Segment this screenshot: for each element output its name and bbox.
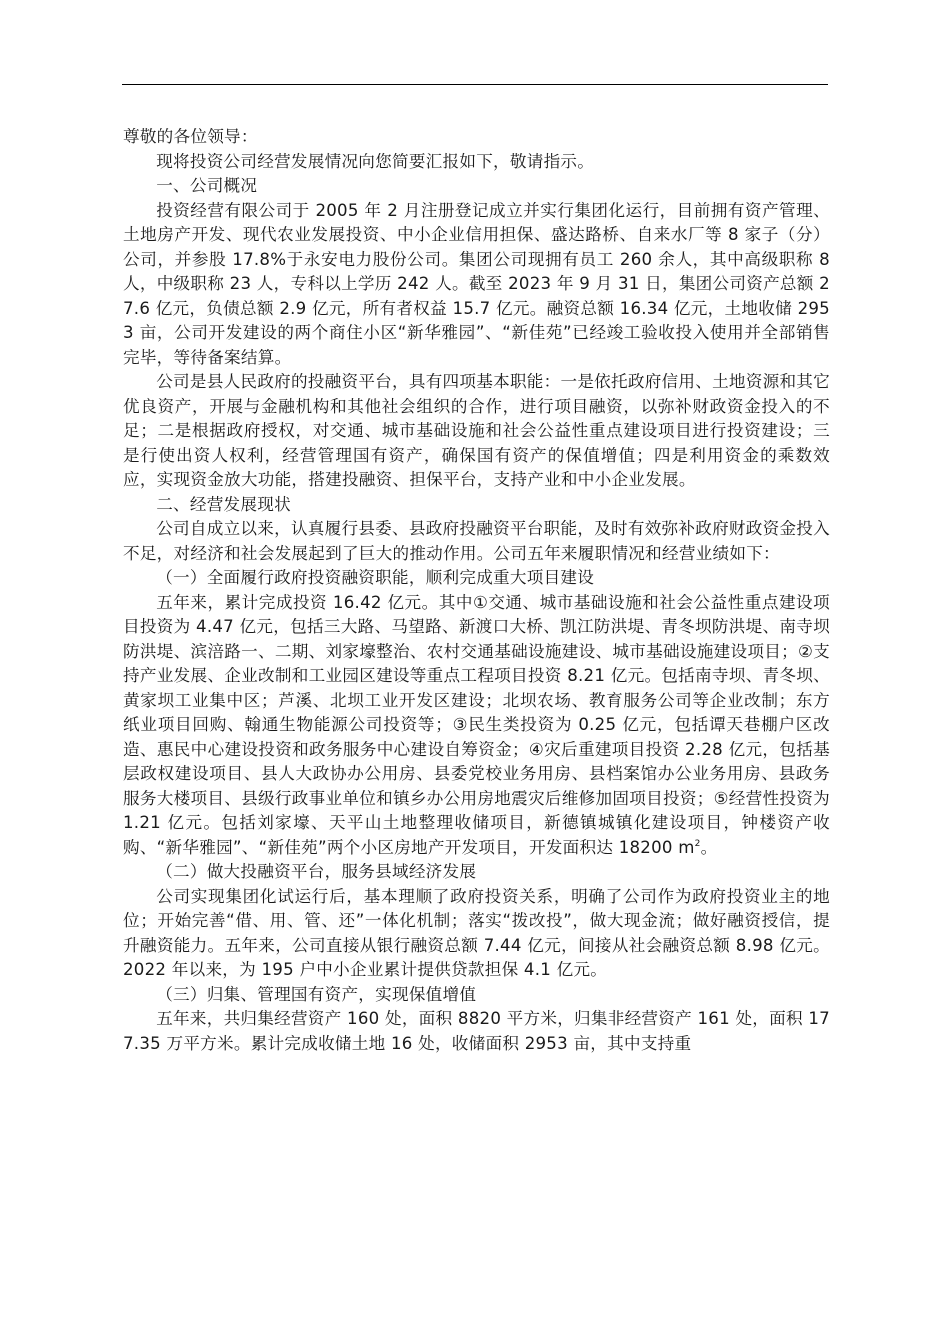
subsection-heading-financing-platform: （二）做大投融资平台，服务县域经济发展 (156, 862, 477, 881)
investment-paragraph (123, 591, 830, 861)
company-functions-paragraph: 公司是县人民政府的投融资平台，具有四项基本职能：一是依托政府信用、土地资源和其它优良资产，开展与金融机构和其他社会组织的合作，进行项目融资，以弥补财政资金投入的不足；二是根据政府授权，对交通、城市基础设施和社会公益性重点建设项目进行投资建设；三是行使出资人权利，经营管理国有资产，确保国有资产的保值增值；四是利用资金的乘数效应，实现资金放大功能，搭建投融资、担保平台，支持产业和中小企业发展。 (123, 372, 830, 489)
investment-text: 五年来，累计完成投资 16.42 亿元。其中①交通、城市基础设施和社会公益性重点建设项目投资为 4.47 亿元，包括三大路、马望路、新渡口大桥、凯江防洪堤、青冬坝防洪堤、南寺坝防洪堤、滨涪路一、二期、刘家壕整治、农村交通基础设施建设、城市基础设施建设项目；②支持产业发展、企业改制和工业园区建设等重点工程项目投资 8.21 亿元。包括南寺坝、青冬坝、黄家坝工业集中区；芦溪、北坝工业开发区建设；北坝农场、教育服务公司等企业改制；东方纸业项目回购、翰通生物能源公司投资等；③民生类投资为 0.25 亿元，包括谭天巷棚户区改造、惠民中心建设投资和政务服务中心建设自筹资金；④灾后重建项目投资 2.28 亿元，包括基层政权建设项目、县人大政协办公用房、县委党校业务用房、县档案馆办公业务用房、县政务服务大楼项目、县级行政事业单位和镇乡办公用房地震灾后维修加固项目投资；⑤经营性投资为 1.21 亿元。包括刘家壕、天平山土地整理收储项目，新德镇城镇化建设项目，钟楼资产收购、“新华雅园”、“新佳苑”两个小区房地产开发项目，开发面积达 18200 m (123, 592, 830, 857)
financing-platform-paragraph: 公司实现集团化试运行后，基本理顺了政府投资关系，明确了公司作为政府投资业主的地位；开始完善“借、用、管、还”一体化机制；落实“拨改投”，做大现金流；做好融资授信，提升融资能力。五年来，公司直接从银行融资总额 7.44 亿元，间接从社会融资总额 8.98 亿元。2022 年以来，为 195 户中小企业累计提供贷款担保 4.1 亿元。 (123, 886, 830, 979)
header-rule (122, 84, 828, 85)
section-heading-company-overview: 一、公司概况 (156, 176, 258, 195)
business-status-paragraph: 公司自成立以来，认真履行县委、县政府投融资平台职能，及时有效弥补政府财政资金投入不足，对经济和社会发展起到了巨大的推动作用。公司五年来履职情况和经营业绩如下： (123, 519, 830, 563)
intro-paragraph: 现将投资公司经营发展情况向您简要汇报如下，敬请指示。 (156, 151, 595, 171)
salutation: 尊敬的各位领导： (123, 127, 258, 146)
subsection-heading-investment: （一）全面履行政府投资融资职能，顺利完成重大项目建设 (156, 568, 595, 587)
section-heading-business-status: 二、经营发展现状 (156, 494, 291, 514)
square-superscript: 2 (694, 838, 701, 849)
document-body (123, 125, 830, 1056)
investment-text-end: 。 (700, 837, 718, 857)
company-overview-paragraph: 投资经营有限公司于 2005 年 2 月注册登记成立并实行集团化运行，目前拥有资产管理、土地房产开发、现代农业发展投资、中小企业信用担保、盛达路桥、自来水厂等 8 家子（分）公司，并参股 17.8%于永安电力股份公司。集团公司现拥有员工 260 余人，其中高级职称 8 人，中级职称 23 人，专科以上学历 242 人。截至 2023 年 9 月 31 日，集团公司资产总额 27.6 亿元，负债总额 2.9 亿元，所有者权益 15.7 亿元。融资总额 16.34 亿元，土地收储 2953 亩，公司开发建设的两个商住小区“新华雅园”、“新佳苑”已经竣工验收投入使用并全部销售完毕，等待备案结算。 (123, 200, 830, 367)
subsection-heading-state-assets: （三）归集、管理国有资产，实现保值增值 (156, 984, 477, 1004)
state-assets-paragraph: 五年来，共归集经营资产 160 处，面积 8820 平方米，归集非经营资产 161 处，面积 177.35 万平方米。累计完成收储土地 16 处，收储面积 2953 亩，其中支持重 (123, 1009, 830, 1053)
